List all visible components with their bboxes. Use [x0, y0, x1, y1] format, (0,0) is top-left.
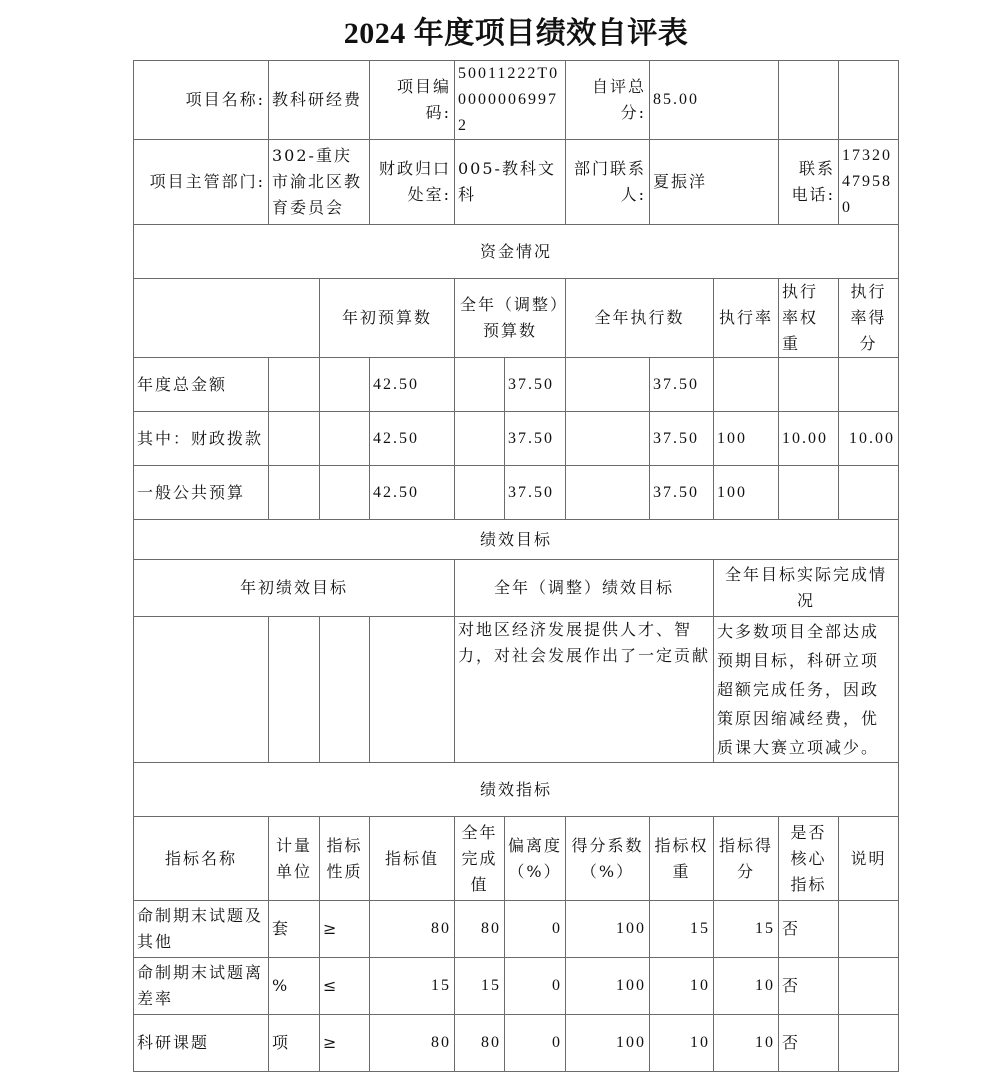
empty-cell [269, 617, 320, 763]
indicators-section-header [134, 763, 899, 817]
indicator-actual: 80 [455, 901, 505, 958]
header-nature: 指标性质 [320, 817, 370, 901]
header-actual: 全年完成值 [455, 817, 505, 901]
indicator-note [839, 1015, 899, 1072]
indicator-core: 否 [779, 901, 839, 958]
indicator-unit: % [269, 958, 320, 1015]
funds-section-title: 资金情况 [134, 225, 899, 279]
indicator-target: 80 [370, 1015, 455, 1072]
indicator-nature: ≥ [320, 1015, 370, 1072]
empty-cell [566, 358, 650, 412]
header-unit: 计量单位 [269, 817, 320, 901]
phone-label: 联系电话: [779, 140, 839, 225]
contact-label: 部门联系人: [566, 140, 650, 225]
empty-cell [320, 412, 370, 466]
indicator-note [839, 901, 899, 958]
header-score: 指标得分 [714, 817, 779, 901]
empty-cell [320, 466, 370, 520]
indicator-note [839, 958, 899, 1015]
header-exec-rate: 执行率 [714, 279, 779, 358]
contact-value: 夏振洋 [650, 140, 779, 225]
self-score-value: 85.00 [650, 61, 779, 140]
funds-initial: 42.50 [370, 466, 455, 520]
funds-adjusted: 37.50 [505, 412, 566, 466]
header-coef: 得分系数（%） [566, 817, 650, 901]
header-executed: 全年执行数 [566, 279, 714, 358]
indicator-core: 否 [779, 958, 839, 1015]
empty-cell [320, 358, 370, 412]
indicator-deviation: 0 [505, 901, 566, 958]
funds-row [134, 412, 899, 466]
empty-cell [370, 617, 455, 763]
funds-executed: 37.50 [650, 358, 714, 412]
indicator-name: 命制期末试题离差率 [134, 958, 269, 1015]
goals-section-header [134, 520, 899, 560]
dept-label: 项目主管部门: [134, 140, 269, 225]
indicator-actual: 15 [455, 958, 505, 1015]
finance-office-label: 财政归口处室: [370, 140, 455, 225]
header-note: 说明 [839, 817, 899, 901]
phone-value: 17320479580 [839, 140, 899, 225]
indicator-name: 科研课题 [134, 1015, 269, 1072]
funds-rate [714, 358, 779, 412]
indicator-target: 80 [370, 901, 455, 958]
indicator-weight: 10 [650, 1015, 714, 1072]
project-name-label: 项目名称: [134, 61, 269, 140]
funds-row-label: 一般公共预算 [134, 466, 269, 520]
empty-cell [566, 412, 650, 466]
indicator-core: 否 [779, 1015, 839, 1072]
empty-cell [269, 358, 320, 412]
header-exec-weight: 执行率权重 [779, 279, 839, 358]
funds-initial: 42.50 [370, 358, 455, 412]
indicator-unit: 套 [269, 901, 320, 958]
goals-header-row [134, 560, 899, 617]
indicator-deviation: 0 [505, 958, 566, 1015]
funds-row [134, 358, 899, 412]
funds-header-row [134, 279, 899, 358]
empty-cell [269, 412, 320, 466]
indicator-actual: 80 [455, 1015, 505, 1072]
header-deviation: 偏离度（%） [505, 817, 566, 901]
funds-adjusted: 37.50 [505, 358, 566, 412]
empty-cell [455, 358, 505, 412]
empty-cell [134, 279, 320, 358]
indicators-header-row [134, 817, 899, 901]
dept-value: 302-重庆市渝北区教育委员会 [269, 140, 370, 225]
funds-rate: 100 [714, 412, 779, 466]
funds-executed: 37.50 [650, 412, 714, 466]
header-weight: 指标权重 [650, 817, 714, 901]
funds-adjusted: 37.50 [505, 466, 566, 520]
self-score-label: 自评总分: [566, 61, 650, 140]
header-initial-goal: 年初绩效目标 [134, 560, 455, 617]
indicator-weight: 10 [650, 958, 714, 1015]
header-adjusted-budget: 全年（调整）预算数 [455, 279, 566, 358]
indicator-name: 命制期末试题及其他 [134, 901, 269, 958]
funds-score: 10.00 [839, 412, 899, 466]
header-adjusted-goal: 全年（调整）绩效目标 [455, 560, 714, 617]
funds-weight: 10.00 [779, 412, 839, 466]
indicator-score: 15 [714, 901, 779, 958]
empty-cell [566, 466, 650, 520]
funds-section-header [134, 225, 899, 279]
goals-content-row [134, 617, 899, 763]
indicators-section-title: 绩效指标 [134, 763, 899, 817]
project-code-value: 50011222T000000069972 [455, 61, 566, 140]
project-name-value: 教科研经费 [269, 61, 370, 140]
funds-executed: 37.50 [650, 466, 714, 520]
empty-cell [269, 466, 320, 520]
indicator-deviation: 0 [505, 1015, 566, 1072]
header-core: 是否核心指标 [779, 817, 839, 901]
initial-goal-cell [134, 617, 269, 763]
evaluation-table [133, 60, 899, 1072]
indicator-row [134, 1015, 899, 1072]
funds-rate: 100 [714, 466, 779, 520]
indicator-row [134, 901, 899, 958]
header-indicator-name: 指标名称 [134, 817, 269, 901]
indicator-coef: 100 [566, 901, 650, 958]
funds-row-label: 其中：财政拨款 [134, 412, 269, 466]
info-row-1 [134, 61, 899, 140]
info-row-2 [134, 140, 899, 225]
indicator-nature: ≤ [320, 958, 370, 1015]
header-target: 指标值 [370, 817, 455, 901]
project-code-label: 项目编码: [370, 61, 455, 140]
funds-score [839, 466, 899, 520]
indicator-nature: ≥ [320, 901, 370, 958]
empty-cell [779, 61, 839, 140]
empty-cell [455, 466, 505, 520]
header-exec-score: 执行率得分 [839, 279, 899, 358]
indicator-coef: 100 [566, 1015, 650, 1072]
page-title: 2024 年度项目绩效自评表 [343, 17, 689, 50]
indicator-unit: 项 [269, 1015, 320, 1072]
header-actual-goal: 全年目标实际完成情况 [714, 560, 899, 617]
funds-initial: 42.50 [370, 412, 455, 466]
indicator-target: 15 [370, 958, 455, 1015]
funds-weight [779, 358, 839, 412]
indicator-coef: 100 [566, 958, 650, 1015]
actual-goal-text: 大多数项目全部达成预期目标，科研立项超额完成任务，因政策原因缩减经费，优质课大赛立项减少。 [714, 617, 899, 763]
indicator-weight: 15 [650, 901, 714, 958]
indicator-score: 10 [714, 1015, 779, 1072]
finance-office-value: 005-教科文科 [455, 140, 566, 225]
empty-cell [839, 61, 899, 140]
goals-section-title: 绩效目标 [134, 520, 899, 560]
indicator-score: 10 [714, 958, 779, 1015]
indicator-row [134, 958, 899, 1015]
funds-row [134, 466, 899, 520]
funds-weight [779, 466, 839, 520]
funds-row-label: 年度总金额 [134, 358, 269, 412]
funds-score [839, 358, 899, 412]
empty-cell [320, 617, 370, 763]
adjusted-goal-text: 对地区经济发展提供人才、智力，对社会发展作出了一定贡献 [455, 617, 714, 763]
header-initial-budget: 年初预算数 [320, 279, 455, 358]
empty-cell [455, 412, 505, 466]
